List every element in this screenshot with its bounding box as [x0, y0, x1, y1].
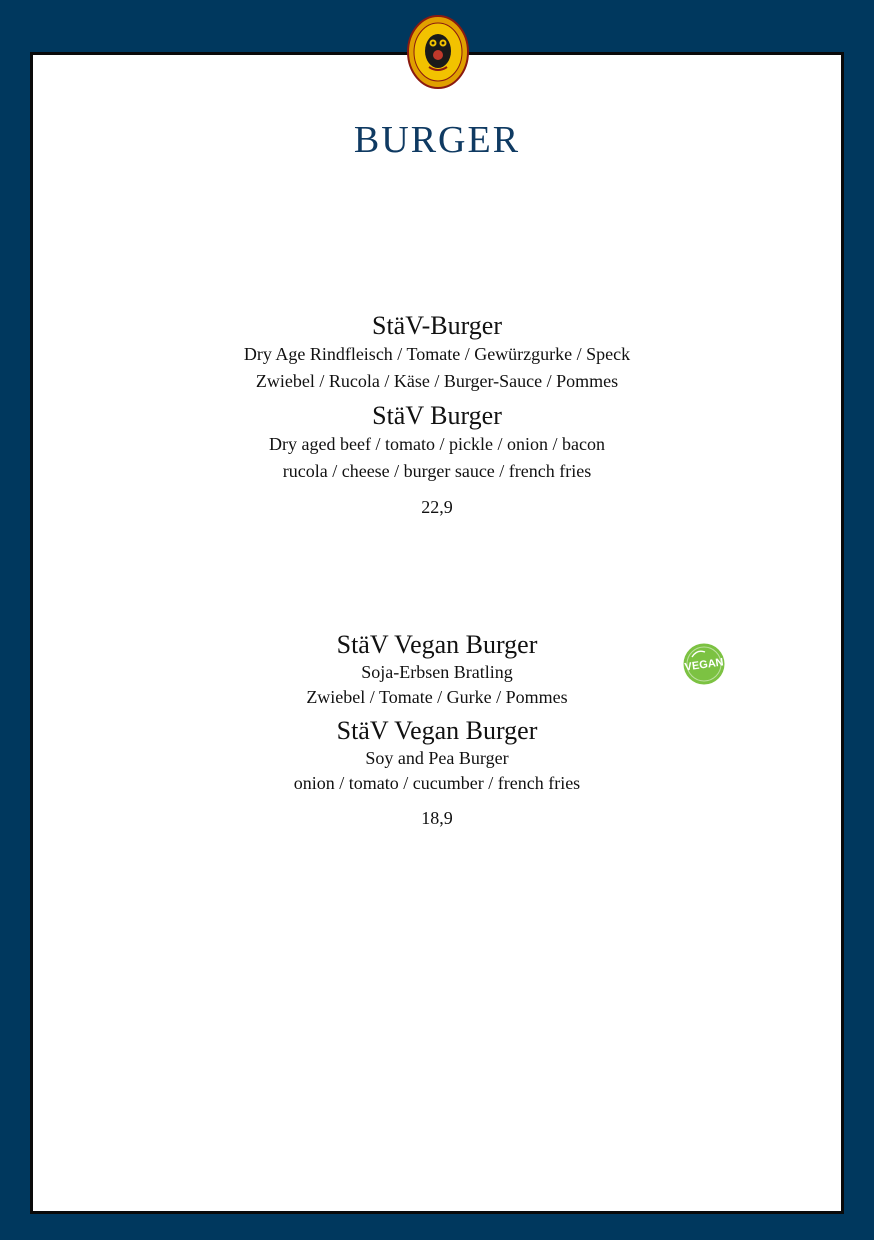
item-desc-de-line: Dry Age Rindfleisch / Tomate / Gewürzgurke / Speck: [243, 344, 631, 364]
page-title: BURGER: [353, 119, 521, 161]
item-name-en: StäV Burger: [372, 401, 502, 430]
item-desc-de-line: Zwiebel / Rucola / Käse / Burger-Sauce / Pommes: [255, 371, 619, 391]
item-desc-de-line: Zwiebel / Tomate / Gurke / Pommes: [306, 687, 568, 707]
menu-item-stav-burger: [0, 311, 874, 519]
item-desc-de-line: Soja-Erbsen Bratling: [361, 662, 513, 682]
item-desc-en-line: Soy and Pea Burger: [365, 748, 509, 768]
item-name-en: StäV Vegan Burger: [336, 716, 538, 745]
item-desc-en-line: rucola / cheese / burger sauce / french fries: [282, 461, 592, 481]
item-desc-en-line: onion / tomato / cucumber / french fries: [293, 773, 581, 793]
item-name-de: StäV-Burger: [372, 311, 502, 340]
item-desc-en-line: Dry aged beef / tomato / pickle / onion / bacon: [269, 434, 605, 454]
owl-crest-logo-icon: [407, 15, 469, 89]
vegan-badge-icon: [683, 643, 725, 685]
menu-item-stav-vegan-burger: [0, 630, 874, 830]
vegan-badge-label: VEGAN: [683, 656, 725, 674]
item-price: 22,9: [421, 497, 453, 517]
item-price: 18,9: [421, 808, 453, 828]
item-name-de: StäV Vegan Burger: [336, 630, 538, 659]
